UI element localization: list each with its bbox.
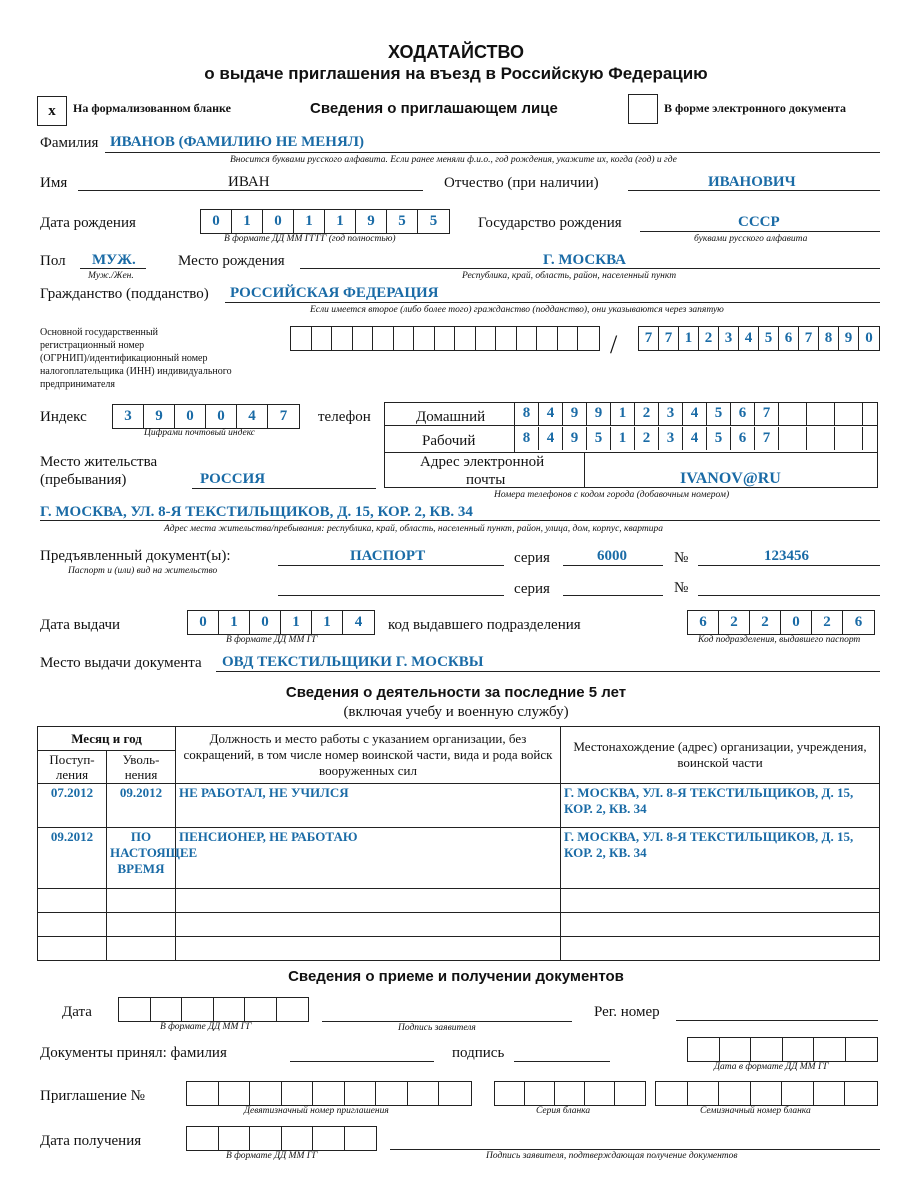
digit-cell: 7 xyxy=(755,402,779,425)
digit-cell: 4 xyxy=(683,427,707,450)
digit-cell xyxy=(476,327,497,350)
invitation-hint: Девятизначный номер приглашения xyxy=(244,1106,389,1116)
digit-cell: 4 xyxy=(354,614,363,630)
address-hint: Адрес места жительства/пребывания: республика, край, область, населенный пункт, район, улица, дом, корпус, квартира xyxy=(164,524,664,534)
digit-cell: 8 xyxy=(515,427,539,450)
digit-cell xyxy=(182,998,214,1021)
home-phone-label: Домашний xyxy=(416,409,486,425)
digit-cell: 0 xyxy=(201,210,232,233)
digit-cell xyxy=(439,1082,471,1105)
digit-cell xyxy=(151,998,183,1021)
digit-cell: 1 xyxy=(679,327,699,350)
digit-cell xyxy=(779,427,807,450)
sex-label: Пол xyxy=(40,253,66,269)
reg-number-label: Рег. номер xyxy=(594,1004,660,1020)
row-position: НЕ РАБОТАЛ, НЕ УЧИЛСЯ xyxy=(176,784,561,828)
form-title: ХОДАТАЙСТВО xyxy=(387,42,525,62)
digit-cell: 2 xyxy=(635,427,659,450)
digit-cell: 9 xyxy=(587,402,611,425)
digit-cell: 1 xyxy=(611,427,635,450)
checkbox-mark: x xyxy=(48,102,56,119)
digit-cell xyxy=(807,402,835,425)
index-label: Индекс xyxy=(40,409,87,425)
number-label-2: № xyxy=(674,580,689,596)
digit-cell xyxy=(751,1082,783,1105)
document-hint: Паспорт и (или) вид на жительство xyxy=(68,566,218,576)
digit-cell xyxy=(558,327,579,350)
birth-country-value[interactable]: СССР xyxy=(738,214,780,230)
received-date-label: Дата получения xyxy=(40,1133,142,1149)
digit-cell xyxy=(846,1038,878,1061)
activity-title: Сведения о деятельности за последние 5 лет xyxy=(285,684,627,701)
birthplace-label: Место рождения xyxy=(178,253,285,269)
digit-cell: 3 xyxy=(659,427,683,450)
section-title-inviter: Сведения о приглашающем лице xyxy=(310,100,558,117)
digit-cell xyxy=(455,327,476,350)
phone-hint: Номера телефонов с кодом города (добавочным номером) xyxy=(494,490,730,500)
digit-cell xyxy=(291,327,312,350)
digit-cell xyxy=(394,327,415,350)
receipt-date-hint: В формате ДД ММ ГГ xyxy=(160,1022,252,1032)
ogrn-label-line: предпринимателя xyxy=(40,379,115,390)
digit-cell xyxy=(835,427,863,450)
row-start: 07.2012 xyxy=(38,784,107,828)
sex-value[interactable]: МУЖ. xyxy=(92,252,136,268)
digit-cell: 5 xyxy=(587,427,611,450)
received-date-hint: В формате ДД ММ ГГ xyxy=(226,1151,318,1161)
digit-cell xyxy=(277,998,309,1021)
received-sign-hint: Подпись заявителя, подтверждающая получение документов xyxy=(486,1151,738,1161)
digit-cell: 5 xyxy=(429,213,438,229)
digit-cell xyxy=(585,1082,615,1105)
digit-cell: 1 xyxy=(281,611,312,634)
series-value[interactable]: 6000 xyxy=(597,548,627,564)
row-end: ПО НАСТОЯЩЕЕ ВРЕМЯ xyxy=(107,828,176,889)
digit-cell: 4 xyxy=(539,402,563,425)
digit-cell: 2 xyxy=(699,327,719,350)
email-value[interactable]: IVANOV@RU xyxy=(680,470,781,487)
digit-cell: 9 xyxy=(839,327,859,350)
paper-form-label: На формализованном бланке xyxy=(73,101,231,115)
digit-cell xyxy=(688,1038,720,1061)
email-label: Адрес электронной xyxy=(420,454,545,470)
residence-country-value[interactable]: РОССИЯ xyxy=(200,471,266,487)
patronymic-value[interactable]: ИВАНОВИЧ xyxy=(708,174,796,190)
digit-cell xyxy=(720,1038,752,1061)
digit-cell: 2 xyxy=(719,611,750,634)
digit-cell: 6 xyxy=(779,327,799,350)
digit-cell xyxy=(332,327,353,350)
digit-cell xyxy=(779,402,807,425)
digit-cell xyxy=(782,1082,814,1105)
digit-cell: 1 xyxy=(232,210,263,233)
email-label-2: почты xyxy=(466,472,506,488)
digit-cell: 4 xyxy=(739,327,759,350)
citizenship-hint: Если имеется второе (либо более того) гражданство (подданство), они указываются через запятую xyxy=(310,305,724,315)
digit-cell xyxy=(313,1082,345,1105)
digit-cell: 3 xyxy=(719,327,739,350)
receipt-title: Сведения о приеме и получении документов xyxy=(288,968,624,985)
ogrn-label-line: Основной государственный xyxy=(40,327,158,338)
digit-cell xyxy=(555,1082,585,1105)
digit-cell xyxy=(414,327,435,350)
digit-cell xyxy=(688,1082,720,1105)
digit-cell: 2 xyxy=(750,611,781,634)
digit-cell xyxy=(119,998,151,1021)
name-label: Имя xyxy=(40,175,68,191)
digit-cell xyxy=(187,1082,219,1105)
digit-cell xyxy=(245,998,277,1021)
date-format-hint: Дата в формате ДД ММ ГГ xyxy=(714,1062,829,1072)
name-value[interactable]: ИВАН xyxy=(228,174,270,190)
digit-cell: 4 xyxy=(237,405,268,428)
series-hint: Серия бланка xyxy=(536,1106,591,1116)
col-end: Уволь- нения xyxy=(107,751,176,784)
digit-cell: 9 xyxy=(356,210,387,233)
digit-cell xyxy=(313,1127,345,1150)
digit-cell: 1 xyxy=(219,611,250,634)
dob-cells[interactable] xyxy=(200,209,450,234)
invitation-number-cells[interactable] xyxy=(186,1081,472,1106)
ogrn-label-line: налогоплательщика (ИНН) индивидуального xyxy=(40,366,232,377)
row-location: Г. МОСКВА, УЛ. 8-Я ТЕКСТИЛЬЩИКОВ, Д. 15, КОР. 2, КВ. 34 xyxy=(561,828,880,889)
series-label: серия xyxy=(514,550,550,566)
digit-cell: 6 xyxy=(854,614,863,630)
digit-cell: 1 xyxy=(611,402,635,425)
digit-cell: 6 xyxy=(688,611,719,634)
digit-cell: 8 xyxy=(515,402,539,425)
digit-cell xyxy=(187,1127,219,1150)
digit-cell: 7 xyxy=(279,408,288,424)
digit-cell xyxy=(656,1082,688,1105)
digit-cell: 3 xyxy=(659,402,683,425)
table-row-empty[interactable] xyxy=(38,937,880,961)
dob-label: Дата рождения xyxy=(40,215,136,231)
col-start: Поступ- ления xyxy=(38,751,107,784)
residence-label: Место жительства xyxy=(40,454,158,470)
digit-cell: 1 xyxy=(312,611,343,634)
digit-cell xyxy=(835,402,863,425)
digit-cell xyxy=(373,327,394,350)
digit-cell xyxy=(719,1082,751,1105)
digit-cell xyxy=(408,1082,440,1105)
digit-cell: 5 xyxy=(707,402,731,425)
sign-label: подпись xyxy=(452,1045,505,1061)
digit-cell xyxy=(845,1082,877,1105)
digit-cell xyxy=(353,327,374,350)
blank-series-cells[interactable] xyxy=(494,1081,646,1106)
digit-cell xyxy=(282,1127,314,1150)
subdivision-label: код выдавшего подразделения xyxy=(388,617,581,633)
signature-hint: Подпись заявителя xyxy=(398,1023,476,1033)
table-row[interactable] xyxy=(38,784,880,828)
ogrn-cells[interactable] xyxy=(290,326,600,351)
digit-cell: 9 xyxy=(144,405,175,428)
table-row[interactable] xyxy=(38,828,880,889)
subdivision-hint: Код подразделения, выдавшего паспорт xyxy=(698,635,861,645)
digit-cell: 0 xyxy=(250,611,281,634)
blank-number-cells[interactable] xyxy=(655,1081,878,1106)
digit-cell xyxy=(435,327,456,350)
series-label-2: серия xyxy=(514,581,550,597)
citizenship-label: Гражданство (подданство) xyxy=(40,286,209,302)
table-row-empty[interactable] xyxy=(38,913,880,937)
inn-cells[interactable] xyxy=(638,326,880,351)
digit-cell: 0 xyxy=(263,210,294,233)
digit-cell xyxy=(751,1038,783,1061)
paper-form-checkbox[interactable] xyxy=(37,96,67,126)
digit-cell: 9 xyxy=(563,402,587,425)
birth-country-hint: буквами русского алфавита xyxy=(694,234,808,244)
dob-hint: В формате ДД ММ ГГГГ (год полностью) xyxy=(224,234,396,244)
birthplace-value[interactable]: Г. МОСКВА xyxy=(543,252,626,268)
index-hint: Цифрами почтовый индекс xyxy=(144,428,256,438)
invitation-label: Приглашение № xyxy=(40,1088,145,1104)
digit-cell xyxy=(578,327,599,350)
digit-cell: 6 xyxy=(731,402,755,425)
row-start: 09.2012 xyxy=(38,828,107,889)
digit-cell xyxy=(814,1038,846,1061)
digit-cell xyxy=(863,402,891,425)
digit-cell xyxy=(345,1127,377,1150)
table-row-empty[interactable] xyxy=(38,889,880,913)
issue-date-hint: В формате ДД ММ ГГ xyxy=(226,635,318,645)
digit-cell xyxy=(214,998,246,1021)
digit-cell: 3 xyxy=(113,405,144,428)
digit-cell: 5 xyxy=(707,427,731,450)
digit-cell xyxy=(495,1082,525,1105)
digit-cell: 1 xyxy=(325,210,356,233)
activity-table xyxy=(37,726,880,961)
row-location: Г. МОСКВА, УЛ. 8-Я ТЕКСТИЛЬЩИКОВ, Д. 15, КОР. 2, КВ. 34 xyxy=(561,784,880,828)
document-type-value[interactable]: ПАСПОРТ xyxy=(350,548,426,564)
digit-cell xyxy=(282,1082,314,1105)
digit-cell: 4 xyxy=(539,427,563,450)
address-value[interactable]: Г. МОСКВА, УЛ. 8-Я ТЕКСТИЛЬЩИКОВ, Д. 15, КОР. 2, КВ. 34 xyxy=(40,504,473,520)
digit-cell: 5 xyxy=(759,327,779,350)
col-position: Должность и место работы с указанием организации, без сокращений, в том числе номер воинской части, вида и рода войск вооруженных сил xyxy=(176,727,561,784)
ogrn-label-line: регистрационный номер xyxy=(40,340,145,351)
surname-value[interactable]: ИВАНОВ (ФАМИЛИЮ НЕ МЕНЯЛ) xyxy=(110,134,364,150)
receipt-date-label: Дата xyxy=(62,1004,92,1020)
digit-cell: 0 xyxy=(781,611,812,634)
form-subtitle: о выдаче приглашения на въезд в Российскую Федерацию xyxy=(204,64,708,83)
received-date-cells[interactable] xyxy=(186,1126,377,1151)
digit-cell xyxy=(525,1082,555,1105)
work-phone-label: Рабочий xyxy=(422,433,476,449)
home-phone-cells[interactable] xyxy=(514,402,891,425)
number-value[interactable]: 123456 xyxy=(764,548,809,564)
digit-cell: 0 xyxy=(206,405,237,428)
digit-cell xyxy=(345,1082,377,1105)
digit-cell xyxy=(219,1082,251,1105)
digit-cell: 0 xyxy=(175,405,206,428)
issue-date-label: Дата выдачи xyxy=(40,617,121,633)
digit-cell xyxy=(496,327,517,350)
digit-cell: 5 xyxy=(387,210,418,233)
receipt-date-cells[interactable] xyxy=(118,997,309,1022)
patronymic-label: Отчество (при наличии) xyxy=(444,175,599,191)
electronic-form-checkbox[interactable] xyxy=(628,94,658,124)
work-phone-cells[interactable] xyxy=(514,427,891,450)
col-location: Местонахождение (адрес) организации, учреждения, воинской части xyxy=(561,727,880,784)
electronic-form-label: В форме электронного документа xyxy=(664,101,847,115)
digit-cell: 1 xyxy=(294,210,325,233)
digit-cell: 0 xyxy=(188,611,219,634)
digit-cell: 2 xyxy=(635,402,659,425)
document-label: Предъявленный документ(ы): xyxy=(40,548,231,564)
digit-cell: 7 xyxy=(755,427,779,450)
issue-date-cells[interactable] xyxy=(187,610,375,635)
digit-cell: 7 xyxy=(639,327,659,350)
digit-cell: 6 xyxy=(731,427,755,450)
row-end: 09.2012 xyxy=(107,784,176,828)
digit-cell xyxy=(250,1082,282,1105)
surname-label: Фамилия xyxy=(40,135,99,151)
accepted-label: Документы принял: фамилия xyxy=(40,1045,227,1061)
digit-cell: 9 xyxy=(563,427,587,450)
digit-cell xyxy=(250,1127,282,1150)
accepted-date-cells[interactable] xyxy=(687,1037,878,1062)
citizenship-value[interactable]: РОССИЙСКАЯ ФЕДЕРАЦИЯ xyxy=(230,285,439,301)
digit-cell xyxy=(219,1127,251,1150)
blank-number-hint: Семизначный номер бланка xyxy=(700,1106,811,1116)
residence-label-2: (пребывания) xyxy=(40,472,127,488)
surname-hint: Вносится буквами русского алфавита. Если ранее меняли ф.и.о., год рождения, укажите их, когда (год) и где xyxy=(230,155,677,165)
index-cells[interactable] xyxy=(112,404,300,429)
digit-cell: 7 xyxy=(799,327,819,350)
digit-cell xyxy=(783,1038,815,1061)
ogrn-label xyxy=(40,326,232,391)
digit-cell: 2 xyxy=(812,611,843,634)
digit-cell xyxy=(807,427,835,450)
sex-hint: Муж./Жен. xyxy=(88,271,134,281)
digit-cell xyxy=(814,1082,846,1105)
digit-cell xyxy=(376,1082,408,1105)
digit-cell: 4 xyxy=(683,402,707,425)
issue-place-label: Место выдачи документа xyxy=(40,655,202,671)
activity-subtitle: (включая учебу и военную службу) xyxy=(343,704,569,720)
birthplace-hint: Республика, край, область, район, населенный пункт xyxy=(462,271,677,281)
digit-cell xyxy=(312,327,333,350)
birth-country-label: Государство рождения xyxy=(478,215,622,231)
ogrn-label-line: (ОГРНИП)/идентификационный номер xyxy=(40,353,208,364)
number-label: № xyxy=(674,550,689,566)
digit-cell xyxy=(615,1082,645,1105)
row-position: ПЕНСИОНЕР, НЕ РАБОТАЮ xyxy=(176,828,561,889)
issue-place-value[interactable]: ОВД ТЕКСТИЛЬЩИКИ Г. МОСКВЫ xyxy=(222,654,484,670)
ogrn-slash: / xyxy=(610,330,618,359)
col-month-year: Месяц и год xyxy=(38,727,176,751)
phone-label: телефон xyxy=(318,409,371,425)
digit-cell xyxy=(537,327,558,350)
subdivision-cells[interactable] xyxy=(687,610,875,635)
digit-cell: 7 xyxy=(659,327,679,350)
digit-cell: 8 xyxy=(819,327,839,350)
digit-cell: 0 xyxy=(865,330,873,346)
digit-cell xyxy=(863,427,891,450)
digit-cell xyxy=(517,327,538,350)
